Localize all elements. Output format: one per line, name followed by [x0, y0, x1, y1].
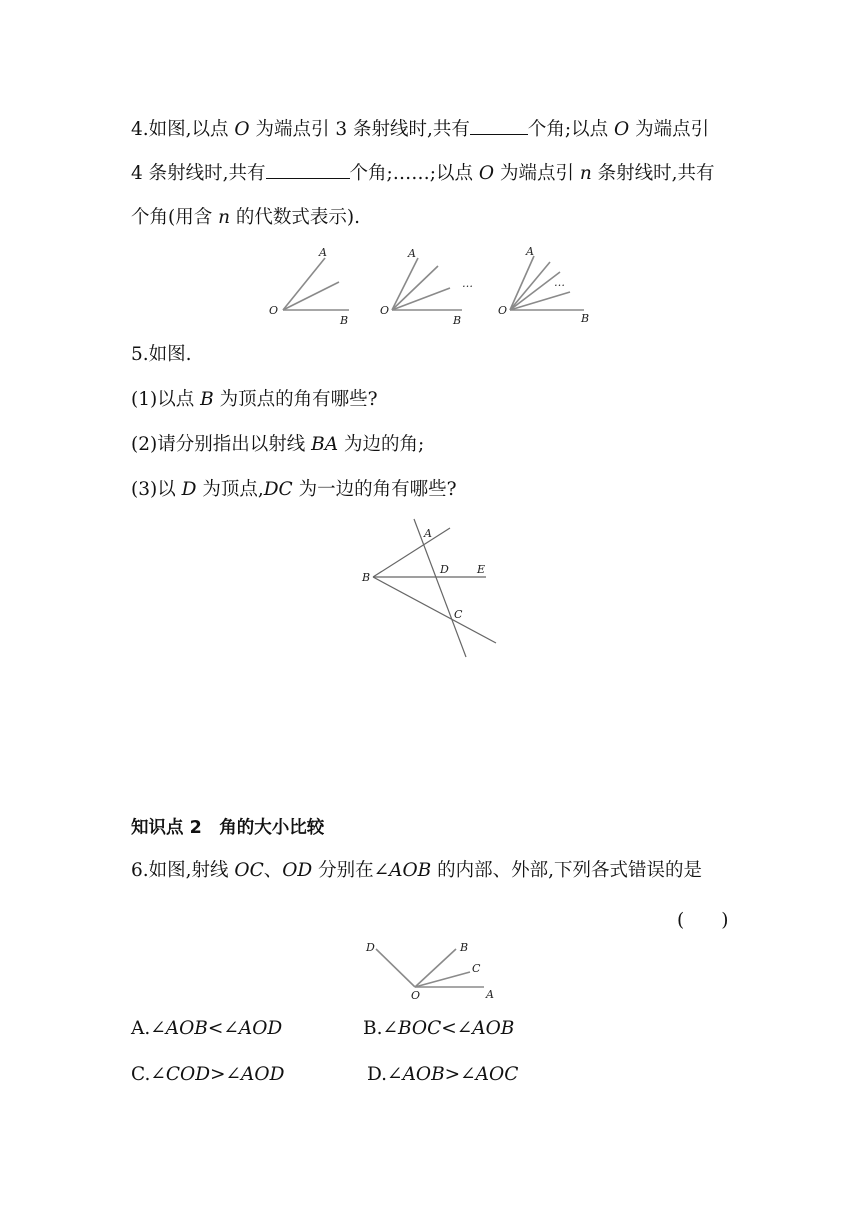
q6-text: 6.如图,射线 — [131, 860, 235, 881]
label-a: A — [424, 527, 432, 540]
q4-figure-n-rays — [496, 240, 606, 330]
q6-text: 、 — [263, 860, 283, 881]
label-a: A — [486, 988, 494, 1001]
var-n: n — [579, 163, 592, 184]
q5-text: (1)以点 — [131, 389, 201, 410]
option-expr: AOB>∠AOC — [402, 1064, 519, 1085]
q6-figure — [360, 935, 510, 1005]
q4-text: 为端点引 — [629, 119, 710, 140]
label-b: B — [340, 314, 349, 327]
q4-line-2 — [131, 160, 715, 187]
var-b: B — [200, 389, 214, 410]
option-label: C.∠ — [131, 1064, 166, 1085]
q5-text: (2)请分别指出以射线 — [131, 434, 312, 455]
label-c: C — [472, 962, 481, 975]
var-aob: AOB — [389, 860, 432, 881]
label-d: D — [440, 563, 449, 576]
q4-text: 为端点引 — [494, 163, 580, 184]
var-dc: DC — [263, 479, 293, 500]
q5-text: 为边的角; — [338, 434, 425, 455]
q4-text: 条射线时,共有 — [591, 163, 715, 184]
label-b: B — [362, 571, 371, 584]
q5-text: (3)以 — [131, 479, 182, 500]
q5-part-2 — [131, 432, 424, 458]
q5-text: 为一边的角有哪些? — [292, 479, 457, 500]
q6-stem — [131, 858, 702, 884]
var-ba: BA — [311, 434, 339, 455]
q4-figure-4-rays — [378, 240, 488, 330]
answer-blank-2[interactable] — [266, 160, 350, 179]
q4-text: 4 条射线时,共有 — [131, 163, 266, 184]
q5-part-1 — [131, 387, 378, 413]
label-a: A — [319, 246, 327, 259]
option-label: D.∠ — [367, 1064, 403, 1085]
q4-text: 4.如图,以点 — [131, 119, 235, 140]
var-o: O — [478, 163, 495, 184]
label-a: A — [408, 247, 416, 260]
section-heading — [131, 815, 324, 841]
q6-text: 的内部、外部,下列各式错误的是 — [431, 860, 703, 881]
q6-text: 分别在∠ — [312, 860, 390, 881]
option-c[interactable] — [131, 1062, 284, 1088]
q4-text: 个角;……;以点 — [349, 163, 479, 184]
ellipsis: … — [554, 276, 565, 289]
q4-text: 个角(用含 — [131, 207, 219, 228]
q5-part-3 — [131, 477, 457, 503]
paren-text: ( ) — [677, 910, 729, 931]
label-o: O — [498, 304, 508, 317]
option-label: A.∠ — [131, 1018, 166, 1039]
label-o: O — [411, 989, 421, 1002]
q4-text: 为端点引 3 条射线时,共有 — [249, 119, 470, 140]
q5-text: 为顶点, — [196, 479, 264, 500]
q5-figure — [360, 515, 510, 665]
var-o: O — [234, 119, 250, 140]
var-o: O — [614, 119, 630, 140]
answer-parentheses[interactable] — [677, 906, 728, 932]
label-a: A — [526, 245, 534, 258]
var-od: OD — [282, 860, 313, 881]
q4-line-1 — [131, 116, 709, 143]
label-b: B — [460, 941, 469, 954]
ellipsis: … — [462, 277, 473, 290]
option-expr: BOC<∠AOB — [397, 1018, 515, 1039]
option-label: B.∠ — [363, 1018, 398, 1039]
var-n: n — [218, 207, 231, 228]
option-expr: COD>∠AOD — [165, 1064, 285, 1085]
var-oc: OC — [234, 860, 264, 881]
label-o: O — [269, 304, 279, 317]
answer-blank-1[interactable] — [470, 116, 528, 135]
q4-text: 的代数式表示). — [230, 207, 361, 228]
option-expr: AOB<∠AOD — [165, 1018, 283, 1039]
option-b[interactable] — [363, 1016, 514, 1042]
var-d: D — [181, 479, 197, 500]
option-a[interactable] — [131, 1016, 282, 1042]
label-b: B — [581, 312, 590, 325]
label-b: B — [453, 314, 462, 327]
section-title: 知识点 2 角的大小比较 — [131, 818, 325, 838]
label-e: E — [477, 563, 486, 576]
q5-text: 为顶点的角有哪些? — [213, 389, 378, 410]
q5-title — [131, 342, 192, 368]
q5-text: 5.如图. — [131, 344, 192, 365]
label-d: D — [366, 941, 375, 954]
q4-text: 个角;以点 — [527, 119, 615, 140]
q4-line-3 — [131, 205, 360, 231]
option-d[interactable] — [367, 1062, 518, 1088]
label-c: C — [454, 608, 463, 621]
q4-figure-3-rays — [265, 240, 365, 330]
label-o: O — [380, 304, 390, 317]
